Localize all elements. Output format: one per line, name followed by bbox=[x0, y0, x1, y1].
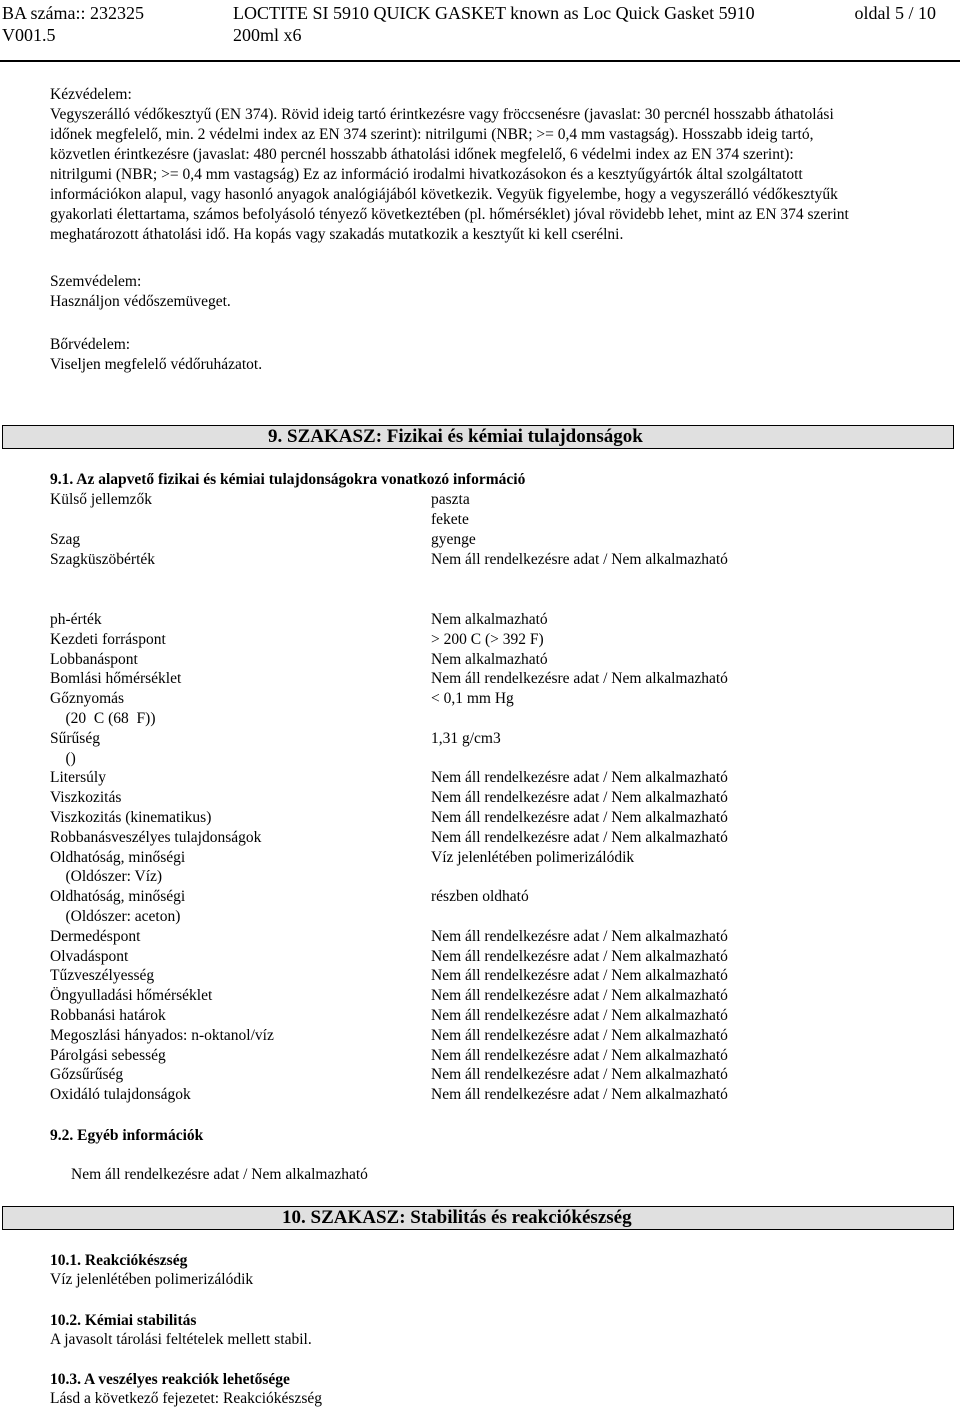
chemical-stability-text: A javasolt tárolási feltételek mellett stabil. bbox=[50, 1331, 312, 1348]
property-value: Nem áll rendelkezésre adat / Nem alkalmazható bbox=[431, 967, 728, 985]
header-divider bbox=[0, 60, 960, 62]
property-value: Nem áll rendelkezésre adat / Nem alkalmazható bbox=[431, 987, 728, 1005]
property-label: Külső jellemzők bbox=[50, 491, 153, 508]
property-label: () bbox=[50, 749, 76, 767]
section-9-title: 9. SZAKASZ: Fizikai és kémiai tulajdonságok bbox=[268, 426, 643, 447]
property-row bbox=[50, 848, 930, 868]
property-value: Nem áll rendelkezésre adat / Nem alkalmazható bbox=[431, 1007, 728, 1024]
property-label: Öngyulladási hőmérséklet bbox=[50, 987, 213, 1005]
product-package: 200ml x6 bbox=[233, 25, 302, 45]
section-10-title: 10. SZAKASZ: Stabilitás és reakciókészség bbox=[282, 1207, 632, 1228]
property-label: Oldhatóság, minőségi bbox=[50, 848, 186, 866]
page-number: oldal 5 / 10 bbox=[854, 3, 936, 23]
hand-protection-text: közvetlen érintkezésre (javaslat: 480 percnél hosszabb áthatolási időnek megfelelő, 6 védelmi index az EN 374 szerint): bbox=[50, 146, 794, 163]
property-row bbox=[50, 1026, 930, 1046]
hand-protection-text: információkon alapul, vagy hasonló anyagok analógiájából következik. Vegyük figyelembe, hogy a vegyszerálló védőkesztyűk bbox=[50, 186, 838, 203]
property-value: Nem áll rendelkezésre adat / Nem alkalmazható bbox=[431, 1086, 728, 1104]
property-label: (Oldószer: Víz) bbox=[50, 868, 163, 886]
property-row bbox=[50, 510, 930, 530]
property-row bbox=[50, 689, 930, 709]
property-label: Litersúly bbox=[50, 769, 106, 787]
property-row bbox=[50, 966, 930, 986]
property-row bbox=[50, 768, 930, 788]
property-value: Nem áll rendelkezésre adat / Nem alkalmazható bbox=[431, 828, 728, 846]
property-value: fekete bbox=[431, 511, 469, 528]
property-row bbox=[50, 788, 930, 808]
hand-protection-text: meghatározott áthatolási idő. Ha kopás vagy szakadás mutatkozik a kesztyűt ki kell cserélni. bbox=[50, 226, 624, 243]
hand-protection-text: gyakorlati élettartama, számos befolyásoló tényező következtében (pl. hőmérséklet) jóval rövidebb lehet, mint az EN 374 szerint bbox=[50, 206, 849, 223]
property-label: (20 C (68 F)) bbox=[50, 710, 156, 727]
property-row bbox=[50, 1006, 930, 1026]
property-row bbox=[50, 630, 930, 650]
property-row bbox=[50, 927, 930, 947]
property-row bbox=[50, 530, 930, 550]
property-row bbox=[50, 650, 930, 670]
property-label: Olvadáspont bbox=[50, 947, 129, 965]
property-value: Nem áll rendelkezésre adat / Nem alkalmazható bbox=[431, 1046, 728, 1064]
property-row bbox=[50, 669, 930, 689]
property-value: Nem áll rendelkezésre adat / Nem alkalmazható bbox=[431, 551, 728, 568]
property-label: Gőzsűrűség bbox=[50, 1066, 124, 1084]
property-row bbox=[50, 490, 930, 510]
property-row bbox=[50, 867, 930, 887]
eye-protection-label: Szemvédelem: bbox=[50, 273, 142, 290]
property-row bbox=[50, 808, 930, 828]
property-row bbox=[50, 887, 930, 907]
property-value: Víz jelenlétében polimerizálódik bbox=[431, 848, 635, 866]
property-label: Oxidáló tulajdonságok bbox=[50, 1086, 191, 1104]
hand-protection-text: nitrilgumi (NBR; >= 0,4 mm vastagság) Ez az információ irodalmi hivatkozásokon és a kesztyűgyártók által szolgáltatott bbox=[50, 166, 803, 183]
property-value: Nem áll rendelkezésre adat / Nem alkalmazható bbox=[431, 947, 728, 965]
property-value: paszta bbox=[431, 491, 470, 508]
property-label: Bomlási hőmérséklet bbox=[50, 670, 182, 688]
subsection-9-2-title: 9.2. Egyéb információk bbox=[50, 1127, 204, 1144]
property-value: Nem alkalmazható bbox=[431, 611, 548, 628]
property-label: Szagküszöbérték bbox=[50, 551, 156, 568]
property-label: Sűrűség bbox=[50, 729, 100, 747]
property-value: Nem áll rendelkezésre adat / Nem alkalmazható bbox=[431, 1026, 728, 1044]
property-value: részben oldható bbox=[431, 888, 529, 906]
property-value: Nem áll rendelkezésre adat / Nem alkalmazható bbox=[431, 789, 728, 807]
property-label: (Oldószer: aceton) bbox=[50, 908, 181, 925]
property-row bbox=[50, 1085, 930, 1105]
property-label: Kezdeti forráspont bbox=[50, 630, 166, 648]
property-value: Nem áll rendelkezésre adat / Nem alkalmazható bbox=[431, 1066, 728, 1084]
hand-protection-label: Kézvédelem: bbox=[50, 86, 132, 103]
property-label: Oldhatóság, minőségi bbox=[50, 888, 186, 906]
hazardous-reactions-text: Lásd a következő fejezetet: Reakciókészség bbox=[50, 1390, 322, 1407]
property-row bbox=[50, 986, 930, 1006]
property-label: Gőznyomás bbox=[50, 690, 125, 708]
property-label: Robbanásveszélyes tulajdonságok bbox=[50, 828, 262, 846]
property-label: Viszkozitás bbox=[50, 789, 122, 807]
property-value: Nem áll rendelkezésre adat / Nem alkalmazható bbox=[431, 809, 728, 826]
reactivity-text: Víz jelenlétében polimerizálódik bbox=[50, 1271, 254, 1288]
property-label: Párolgási sebesség bbox=[50, 1046, 166, 1064]
property-value: 1,31 g/cm3 bbox=[431, 729, 501, 747]
subsection-10-1-title: 10.1. Reakciókészség bbox=[50, 1252, 188, 1269]
property-row bbox=[50, 550, 930, 570]
property-row bbox=[50, 610, 930, 630]
property-row bbox=[50, 709, 930, 729]
property-row bbox=[50, 729, 930, 749]
property-row bbox=[50, 947, 930, 967]
eye-protection-text: Használjon védőszemüveget. bbox=[50, 293, 231, 310]
property-value: Nem áll rendelkezésre adat / Nem alkalmazható bbox=[431, 927, 728, 945]
subsection-10-3-title: 10.3. A veszélyes reakciók lehetősége bbox=[50, 1371, 290, 1388]
property-value: Nem alkalmazható bbox=[431, 650, 548, 668]
property-row bbox=[50, 907, 930, 927]
subsection-9-1-title: 9.1. Az alapvető fizikai és kémiai tulajdonságokra vonatkozó információ bbox=[50, 471, 526, 488]
property-label: ph-érték bbox=[50, 611, 102, 628]
skin-protection-text: Viseljen megfelelő védőruházatot. bbox=[50, 356, 263, 373]
hand-protection-text: Vegyszerálló védőkesztyű (EN 374). Rövid ideig tartó érintkezésre vagy fröccsenésre (javaslat: 30 percnél hosszabb áthatolási bbox=[50, 106, 834, 123]
property-value: > 200 C (> 392 F) bbox=[431, 630, 544, 648]
hand-protection-text: időnek megfelelő, min. 2 védelmi index az EN 374 szerint): nitrilgumi (NBR; >= 0,4 mm vastagság). Hosszabb ideig tartó, bbox=[50, 126, 814, 143]
property-label: Megoszlási hányados: n-oktanol/víz bbox=[50, 1026, 274, 1044]
skin-protection-label: Bőrvédelem: bbox=[50, 336, 131, 353]
property-value: Nem áll rendelkezésre adat / Nem alkalmazható bbox=[431, 769, 728, 787]
property-value: < 0,1 mm Hg bbox=[431, 690, 514, 708]
property-label: Dermedéspont bbox=[50, 927, 141, 945]
property-label: Tűzveszélyesség bbox=[50, 967, 155, 985]
other-information-text: Nem áll rendelkezésre adat / Nem alkalmazható bbox=[71, 1166, 368, 1183]
property-label: Szag bbox=[50, 531, 81, 548]
subsection-10-2-title: 10.2. Kémiai stabilitás bbox=[50, 1312, 197, 1329]
property-row bbox=[50, 828, 930, 848]
property-value: Nem áll rendelkezésre adat / Nem alkalmazható bbox=[431, 670, 728, 688]
property-row bbox=[50, 749, 930, 769]
document-version: V001.5 bbox=[2, 25, 56, 45]
property-label: Lobbanáspont bbox=[50, 650, 138, 668]
product-name: LOCTITE SI 5910 QUICK GASKET known as Loc Quick Gasket 5910 bbox=[233, 3, 755, 23]
property-label: Viszkozitás (kinematikus) bbox=[50, 809, 212, 826]
property-row bbox=[50, 1065, 930, 1085]
property-value: gyenge bbox=[431, 531, 476, 548]
document-number: BA száma:: 232325 bbox=[2, 3, 144, 23]
property-row bbox=[50, 1046, 930, 1066]
property-label: Robbanási határok bbox=[50, 1007, 166, 1024]
